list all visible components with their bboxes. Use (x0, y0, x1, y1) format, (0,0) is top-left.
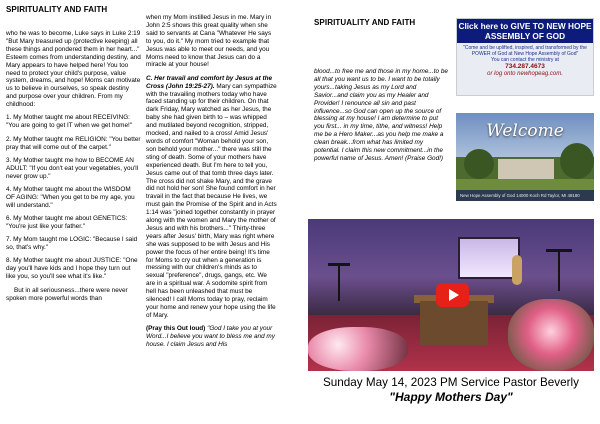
welcome-photo (456, 113, 594, 201)
list-item: 1. My Mother taught me about RECEIVING: "You are going to get IT when we get home!" (6, 114, 133, 130)
col2-section-c (146, 75, 277, 320)
guitar (512, 255, 522, 285)
give-banner-web[interactable]: or log onto newhopeag.com. (487, 71, 563, 77)
column-3 (314, 68, 448, 168)
list-item: 3. My Mother taught me how to BECOME AN ADULT: "If you don't eat your vegetables, you'll never grow up." (6, 156, 139, 180)
list-item: 8. My Mother taught me about JUSTICE: "One day you'll have kids and I hope they turn out like you, so you'll see what it's like." (6, 257, 138, 281)
list-item: 7. My Mom taught me LOGIC: "Because I said so, that's why." (6, 236, 138, 252)
caption-line-2: "Happy Mothers Day" (389, 390, 513, 404)
give-banner-phone: 734.287.4673 (505, 63, 545, 70)
give-banner-contact: You can contact the ministry at (491, 57, 559, 63)
photo-building (498, 159, 554, 181)
photo-tree (464, 149, 494, 179)
music-stand (338, 265, 340, 301)
give-banner-body (457, 43, 593, 77)
give-banner[interactable] (456, 18, 594, 96)
video-player[interactable] (308, 219, 594, 371)
pulpit (420, 301, 488, 345)
col3-prayer-text: blood...to free me and those in my home...to be all that you want us to be. I want to be totally yours...taking Jesus as my Lord and Savior...and claim you as my Healer and Provider! I renounce all sin and past influence...so God can open up the source of blessing at my house! I am determine to put you first... in my time, tithe, and witness! Help me be a Hero Maker...as you help me make a clean break...from what has limited my potential. I claim this new commitment...in the powerful name of Jesus. Amen! (Praise God!) (314, 68, 448, 162)
flower-arrangement (508, 299, 594, 371)
flower-arrangement (308, 327, 408, 371)
section-c-heading: C. Her travail and comfort by Jesus at the Cross (John 19:25-27). (146, 74, 273, 90)
list-item: 2. My Mother taught me RELIGION: "You better pray that will come out of the carpet." (6, 135, 141, 151)
pray-text: "God I take you at your Word...I believe you want to bless me and my house. I claim Jesus and His (146, 325, 275, 349)
give-banner-tagline: "Come and be uplifted, inspired, and transformed by the POWER of God at New Hope Assembly of God" (463, 45, 587, 57)
music-stand (558, 251, 560, 291)
pray-label: (Pray this Out loud) (146, 325, 206, 333)
col1-closing: But in all seriousness...there were never spoken more powerful words than (6, 286, 128, 302)
section-c-text: Mary can sympathize with the travailing mothers today who have faced standing up for their children. On that dark Friday, Mary watched as her Jesus, the baby she had given birth to – was whipped and mutilated beyond recognition, stripped, mocked, and nailed to a cross! Amid Jesus' words of comfort "Woman behold your son, son behold your mother..." there was still the sting of death. Some of your mothers have experienced death. But I'm here to tell you, Jesus came out of that tomb three days later. The cross did not shake Mary, and the grave did not hold her son! She found comfort in her travail in the fact that because He lives, we must gain the Promise of the Spirit and in Acts 1:14 was "joined together constantly in prayer along with the women and Mary the mother of Jesus and with his brothers..." Thirty-three years after Jesus' birth, Mary was right where she was supposed to be with Jesus and His power the focus of her entire being! It's time for Moms to cry out when a generation is messing with our children's minds as to sexual "preference", drugs, gangs, etc. We are in a spiritual war. A sodomite spirit from hell has been unleashed that must be silenced! I call Moms today to pray, reclaim your home and renew your hope using the life of Mary. (146, 82, 277, 319)
col2-prayer (146, 325, 277, 349)
list-item: 4. My Mother taught me about the WISDOM OF AGING: "When you get to be my age, you will understand." (6, 185, 135, 209)
column-1 (6, 18, 141, 308)
col2-paragraph-1: when my Mom instilled Jesus in me. Mary in John 2:5 shows this great quality when she said to servants at Cana "Whatever He says to you, do it." My mom tried to example that Jesus was able to meet our needs, and you Moms need to know that Jesus can do a miracle at your house! (146, 14, 272, 69)
video-projection-screen (458, 237, 520, 279)
give-banner-title[interactable]: Click here to GIVE TO NEW HOPE ASSEMBLY OF GOD (458, 21, 592, 41)
list-item: 6. My Mother taught me about GENETICS: "You're just like your father." (6, 215, 128, 230)
welcome-word: Welcome (486, 121, 564, 141)
left-page-heading: SPIRITUALITY AND FAITH (6, 5, 108, 14)
video-caption (308, 376, 594, 404)
col1-intro: who he was to become, Luke says in Luke 2:19 "But Mary treasured up (protective keeping) all these things and pondered them in her heart..." Esteem comes from understanding destiny, and Mary appears to have helped here! You too need to protect your child's purpose, value system, dreams, and hope! Moms can motivate us to believe in ourselves, so speak destiny and purpose over your children. From my childhood: (6, 30, 141, 109)
welcome-address-strip: New Hope Assembly of God 14000 Koch Rd Taylor, MI 48180 (456, 190, 594, 201)
column-2 (146, 14, 277, 354)
caption-line-1: Sunday May 14, 2023 PM Service Pastor Beverly (323, 376, 579, 389)
right-page-heading: SPIRITUALITY AND FAITH (314, 18, 416, 27)
play-button-icon[interactable] (436, 283, 469, 307)
photo-tree (560, 143, 594, 179)
